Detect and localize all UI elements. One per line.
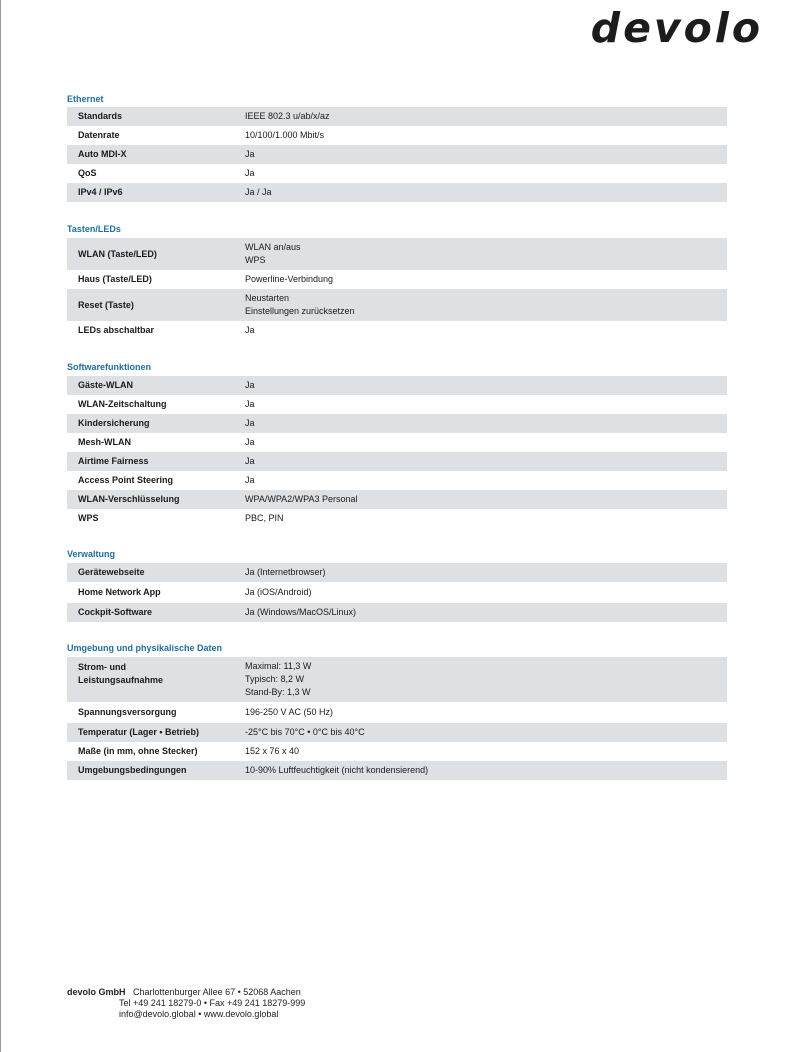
row-value: Typisch: 8,2 W	[245, 674, 305, 684]
row-value: PBC, PIN	[245, 513, 284, 523]
footer-address: Charlottenburger Allee 67 • 52068 Aachen	[133, 987, 301, 997]
row-key: IPv4 / IPv6	[78, 187, 123, 197]
row-value: Ja (Windows/MacOS/Linux)	[245, 607, 357, 617]
row-key: Spannungsversorgung	[78, 707, 177, 717]
row-key: Airtime Fairness	[78, 456, 149, 466]
table-row	[67, 289, 727, 321]
footer-contact	[67, 987, 305, 1020]
table-row	[67, 321, 727, 340]
table-row	[67, 702, 727, 723]
row-key: Kindersicherung	[78, 418, 150, 428]
row-value: 10/100/1.000 Mbit/s	[245, 130, 325, 140]
row-value: Ja	[245, 418, 255, 428]
table-row	[67, 761, 727, 780]
row-value: Ja	[245, 456, 255, 466]
table-row	[67, 490, 727, 509]
table-row	[67, 452, 727, 471]
footer-web: info@devolo.global • www.devolo.global	[119, 1009, 279, 1019]
table-row	[67, 471, 727, 490]
row-key: WLAN-Zeitschaltung	[78, 399, 167, 409]
table-row	[67, 603, 727, 622]
row-key: Standards	[78, 111, 123, 121]
table-row	[67, 270, 727, 289]
table-row	[67, 164, 727, 183]
row-value: 10-90% Luftfeuchtigkeit (nicht kondensierend)	[245, 765, 429, 775]
table-row	[67, 376, 727, 395]
row-value: Ja	[245, 149, 255, 159]
row-value: WLAN an/aus	[245, 242, 301, 252]
row-key: Temperatur (Lager • Betrieb)	[78, 727, 200, 737]
row-value: Ja / Ja	[245, 187, 272, 197]
row-key: LEDs abschaltbar	[78, 325, 155, 335]
table-row	[67, 433, 727, 452]
row-value: 196-250 V AC (50 Hz)	[245, 707, 334, 717]
row-value: Powerline-Verbindung	[245, 274, 334, 284]
row-value: Ja	[245, 168, 255, 178]
table-row	[67, 414, 727, 433]
row-key: WPS	[78, 513, 99, 523]
section-title: Umgebung und physikalische Daten	[67, 643, 223, 653]
section-umgebung	[67, 643, 727, 780]
section-softwarefunktionen	[67, 362, 727, 528]
row-key: Umgebungsbedingungen	[78, 765, 187, 775]
row-key: Reset (Taste)	[78, 299, 134, 310]
row-value: Ja (iOS/Android)	[245, 587, 312, 597]
row-key: Gäste-WLAN	[78, 380, 134, 390]
footer-company: devolo GmbH	[67, 987, 126, 997]
row-key: Mesh-WLAN	[78, 437, 131, 447]
table-row	[67, 563, 727, 582]
table-row	[67, 742, 727, 761]
table-row	[67, 723, 727, 742]
table-row	[67, 657, 727, 702]
devolo-logo: devolo	[590, 4, 763, 52]
row-key: Maße (in mm, ohne Stecker)	[78, 746, 198, 756]
table-row	[67, 183, 727, 202]
row-key: WLAN (Taste/LED)	[78, 248, 157, 259]
row-value: Ja	[245, 437, 255, 447]
page-edge-line	[0, 0, 1, 1052]
row-key: Strom- und Leistungsaufnahme	[78, 662, 164, 685]
row-value: Ja	[245, 399, 255, 409]
section-ethernet	[67, 94, 727, 202]
row-value: -25°C bis 70°C • 0°C bis 40°C	[245, 727, 365, 737]
row-key: QoS	[78, 168, 97, 178]
row-key: Gerätewebseite	[78, 567, 145, 577]
section-title: Tasten/LEDs	[67, 224, 121, 234]
row-value: IEEE 802.3 u/ab/x/az	[245, 111, 330, 121]
row-key: Haus (Taste/LED)	[78, 274, 152, 284]
section-title: Ethernet	[67, 94, 104, 104]
section-tasten-leds	[67, 224, 727, 340]
table-row	[67, 582, 727, 603]
row-value: Ja	[245, 325, 255, 335]
row-key: Access Point Steering	[78, 475, 174, 485]
row-value: WPA/WPA2/WPA3 Personal	[245, 494, 358, 504]
table-row	[67, 509, 727, 528]
footer-phone: Tel +49 241 18279-0 • Fax +49 241 18279-999	[119, 998, 306, 1008]
row-value: Ja (Internetbrowser)	[245, 567, 326, 577]
row-value: Maximal: 11,3 W	[245, 661, 312, 671]
table-row	[67, 145, 727, 164]
table-row	[67, 395, 727, 414]
row-key: Auto MDI-X	[78, 149, 127, 159]
row-key: Datenrate	[78, 130, 120, 140]
section-title: Verwaltung	[67, 549, 116, 559]
table-row	[67, 126, 727, 145]
row-value: Neustarten	[245, 293, 290, 303]
section-verwaltung	[67, 549, 727, 622]
row-value: Ja	[245, 475, 255, 485]
row-value: Stand-By: 1,3 W	[245, 687, 311, 697]
row-key: Home Network App	[78, 587, 161, 597]
table-row	[67, 107, 727, 126]
row-value: Ja	[245, 380, 255, 390]
row-value: Einstellungen zurücksetzen	[245, 306, 355, 316]
row-value: 152 x 76 x 40	[245, 746, 300, 756]
row-key: WLAN-Verschlüsselung	[78, 494, 180, 504]
section-title: Softwarefunktionen	[67, 362, 152, 372]
row-key: Cockpit-Software	[78, 607, 153, 617]
table-row	[67, 238, 727, 270]
row-value: WPS	[245, 255, 266, 265]
